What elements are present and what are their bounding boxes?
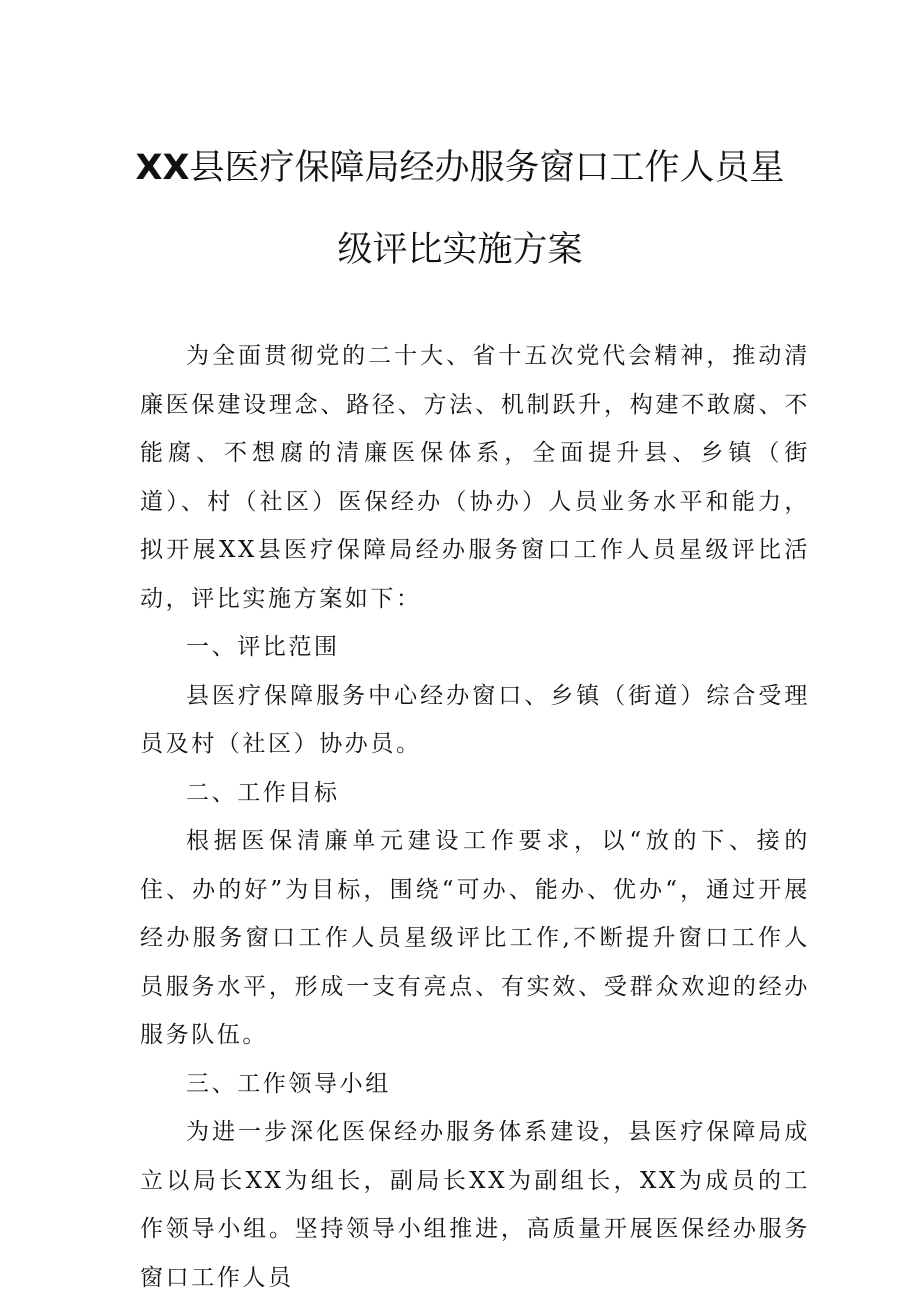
title-prefix: XX — [135, 148, 190, 188]
section-heading-leadership: 三、工作领导小组 — [186, 1070, 391, 1097]
title-rest: 县医疗保障局经办服务窗口工作人员星 — [189, 148, 785, 188]
section-heading-goals: 二、工作目标 — [186, 779, 340, 806]
document-title-line-1 — [0, 140, 920, 190]
document-body — [140, 332, 810, 1302]
leadership-paragraph: 为进一步深化医保经办服务体系建设，县医疗保障局成立以局长XX为组长，副局长XX为副组长，XX为成员的工作领导小组。坚持领导小组推进，高质量开展医保经办服务窗口工作人员 — [140, 1119, 810, 1291]
scope-paragraph: 县医疗保障服务中心经办窗口、乡镇（街道）综合受理员及村（社区）协办员。 — [140, 682, 810, 757]
intro-paragraph: 为全面贯彻党的二十大、省十五次党代会精神，推动清廉医保建设理念、路径、方法、机制跃升，构建不敢腐、不能腐、不想腐的清廉医保体系，全面提升县、乡镇（街道）、村（社区）医保经办（协办）人员业务水平和能力，拟开展XX县医疗保障局经办服务窗口工作人员星级评比活动，评比实施方案如下： — [140, 343, 810, 612]
document-title-line-2: 级评比实施方案 — [337, 230, 583, 270]
goals-paragraph: 根据医保清廉单元建设工作要求，以“放的下、接的住、办的好”为目标，围绕“可办、能办、优办“，通过开展经办服务窗口工作人员星级评比工作,不断提升窗口工作人员服务水平，形成一支有亮点、有实效、受群众欢迎的经办服务队伍。 — [140, 828, 810, 1048]
section-heading-scope: 一、评比范围 — [186, 634, 340, 660]
